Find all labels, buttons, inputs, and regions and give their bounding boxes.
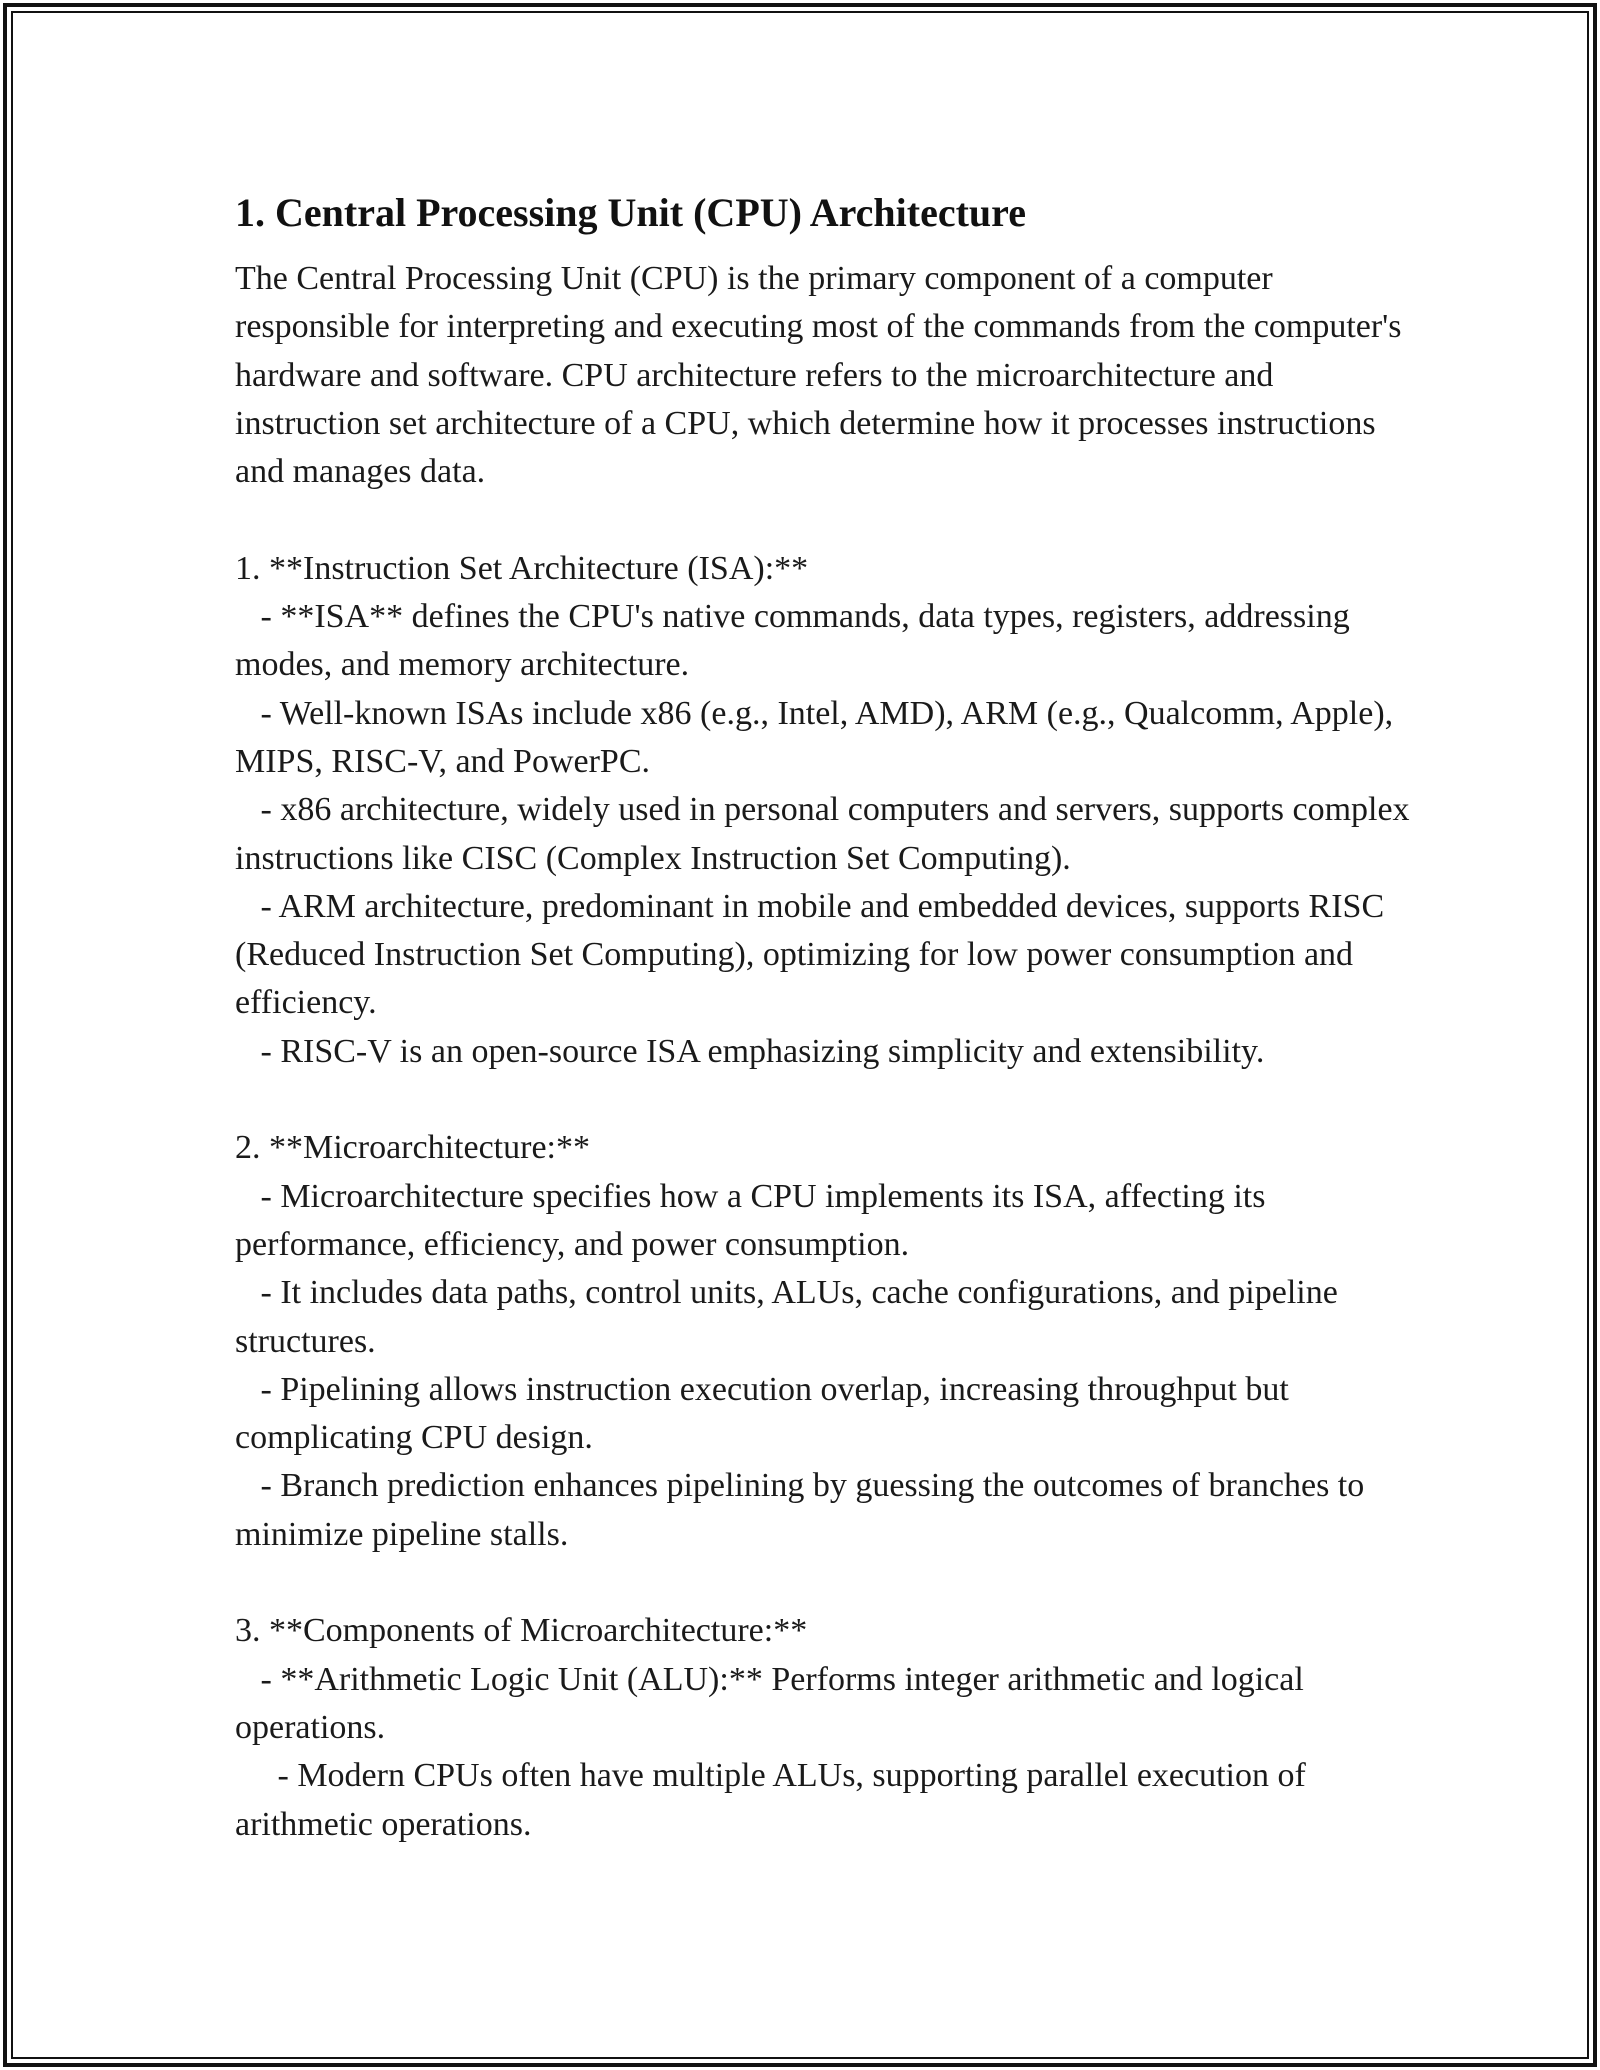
list-item: - Modern CPUs often have multiple ALUs, supporting parallel execution of arithmetic operations. [235,1757,1315,1843]
section-heading: 1. **Instruction Set Architecture (ISA):** [235,549,809,587]
section-microarchitecture [235,1124,1415,1559]
list-item: - **ISA** defines the CPU's native commands, data types, registers, addressing modes, and memory architecture. [235,598,1359,684]
section-heading: 3. **Components of Microarchitecture:** [235,1612,808,1650]
spacer [235,496,1415,544]
list-item: - Microarchitecture specifies how a CPU implements its ISA, affecting its performance, efficiency, and power consumption. [235,1177,1274,1263]
list-item: - **Arithmetic Logic Unit (ALU):** Performs integer arithmetic and logical operations. [235,1660,1313,1746]
list-item: - RISC-V is an open-source ISA emphasizing simplicity and extensibility. [235,1032,1265,1070]
section-heading: 2. **Microarchitecture:** [235,1129,590,1167]
section-components [235,1607,1415,1848]
spacer [235,1076,1415,1124]
document-body [235,185,1419,1849]
list-item: - Branch prediction enhances pipelining by guessing the outcomes of branches to minimize pipeline stalls. [235,1467,1373,1553]
list-item: - It includes data paths, control units, ALUs, cache configurations, and pipeline structures. [235,1274,1347,1360]
list-item: - ARM architecture, predominant in mobile and embedded devices, supports RISC (Reduced Instruction Set Computing), optimizing for low power consumption and efficiency. [235,887,1393,1022]
section-isa [235,545,1419,1076]
list-item: - x86 architecture, widely used in personal computers and servers, supports complex instructions like CISC (Complex Instruction Set Computing). [235,791,1419,877]
intro-paragraph: The Central Processing Unit (CPU) is the primary component of a computer responsible for interpreting and executing most of the commands from the computer's hardware and software. CPU architecture refers to the microarchitecture and instruction set architecture of a CPU, which determine how it processes instructions and manages data. [235,260,1411,491]
list-item: - Well-known ISAs include x86 (e.g., Intel, AMD), ARM (e.g., Qualcomm, Apple), MIPS, RISC-V, and PowerPC. [235,694,1402,780]
list-item: - Pipelining allows instruction execution overlap, increasing throughput but complicating CPU design. [235,1370,1298,1457]
page-title: 1. Central Processing Unit (CPU) Architecture [235,190,1026,235]
spacer [235,1559,1415,1607]
